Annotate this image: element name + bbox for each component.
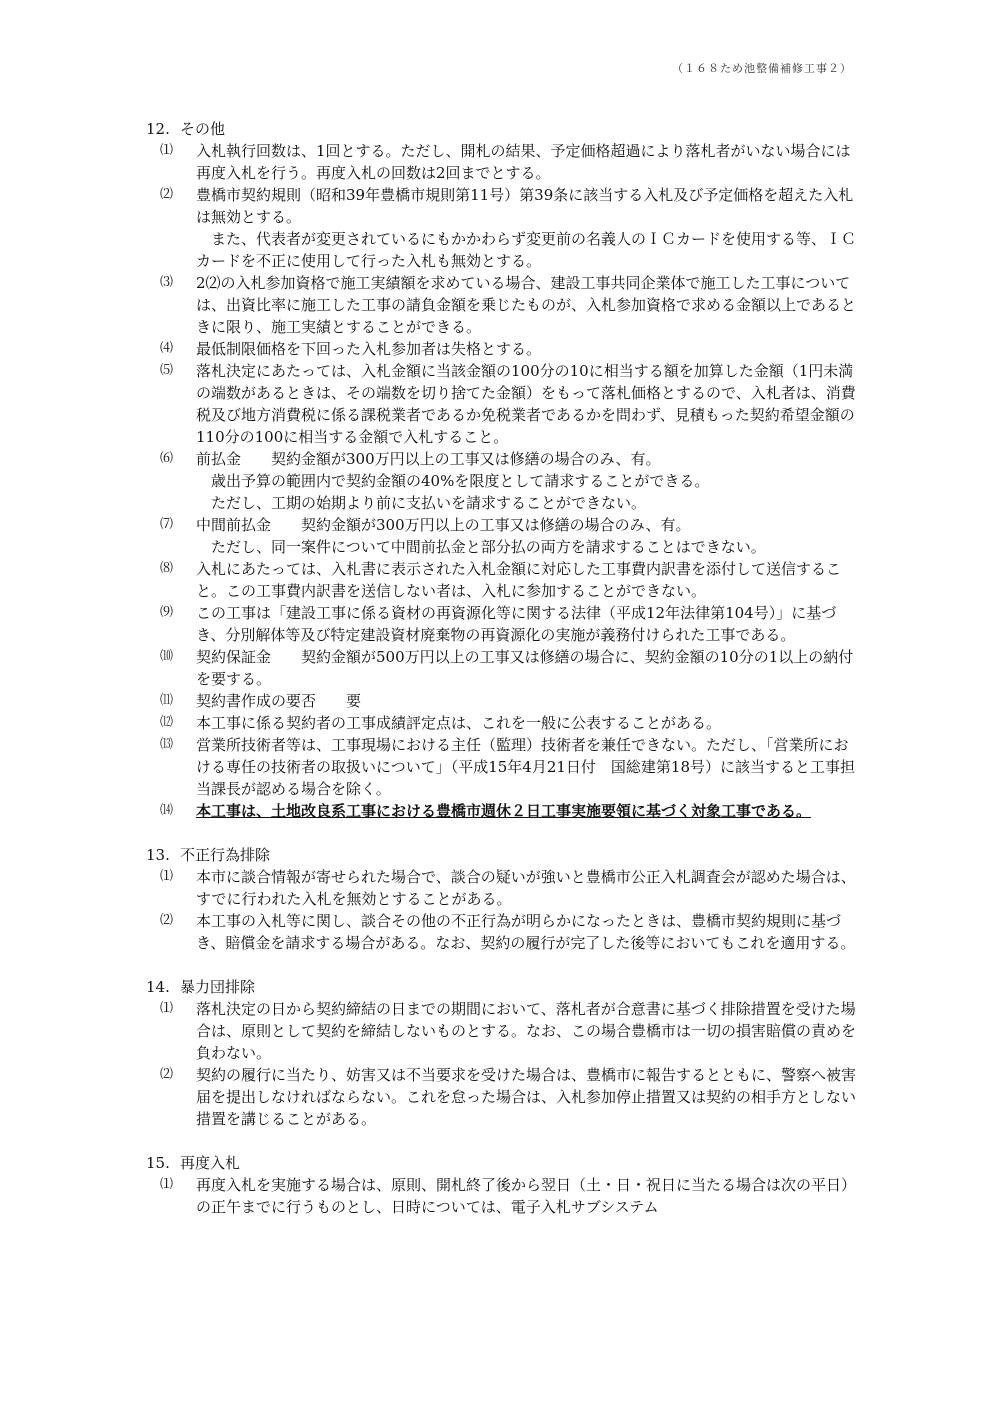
- item-text: 入札執行回数は、1回とする。ただし、開札の結果、予定価格超過により落札者がいない場合には再度入札を行う。再度入札の回数は2回までとする。: [196, 142, 851, 182]
- section: [146, 976, 862, 1130]
- section-title: 暴力団排除: [180, 978, 256, 996]
- section-number: 13.: [146, 846, 170, 864]
- section-heading: [146, 1152, 862, 1174]
- item-text: 豊橋市契約規則（昭和39年豊橋市規則第11号）第39条に該当する入札及び予定価格を超えた入札は無効とする。: [196, 186, 854, 226]
- list-item: [146, 1064, 862, 1130]
- item-marker: ⑾: [160, 693, 174, 708]
- list-item: [146, 734, 862, 800]
- section-spacer: [146, 954, 862, 976]
- item-marker: ⑵: [160, 1067, 174, 1082]
- section-heading: [146, 844, 862, 866]
- list-item: [146, 1174, 862, 1218]
- item-continuation: ただし、同一案件について中間前払金と部分払の両方を請求することはできない。: [211, 538, 766, 556]
- item-text: 2⑵の入札参加資格で施工実績額を求めている場合、建設工事共同企業体で施工した工事については、出資比率に施工した工事の請負金額を乗じたものが、入札参加資格で求める金額以上であるときに限り、施工実績とすることができる。: [196, 274, 857, 336]
- list-item: [146, 866, 862, 910]
- item-marker: ⑴: [160, 1001, 174, 1016]
- item-text: 前払金 契約金額が300万円以上の工事又は修繕の場合のみ、有。: [196, 450, 661, 468]
- item-text: 中間前払金 契約金額が300万円以上の工事又は修繕の場合のみ、有。: [196, 516, 691, 534]
- item-marker: ⑹: [160, 451, 174, 466]
- item-marker: ⑴: [160, 143, 174, 158]
- list-item: [146, 448, 862, 470]
- item-marker: ⑴: [160, 869, 174, 884]
- section-heading: [146, 118, 862, 140]
- section-spacer: [146, 1130, 862, 1152]
- item-text: 入札にあたっては、入札書に表示された入札金額に対応した工事費内訳書を添付して送信すること。この工事費内訳書を送信しない者は、入札に参加することができない。: [196, 560, 842, 600]
- list-item: [146, 998, 862, 1064]
- list-item: [146, 602, 862, 646]
- section-number: 15.: [146, 1154, 170, 1172]
- section: [146, 844, 862, 954]
- list-item: [146, 360, 862, 448]
- item-marker: ⑷: [160, 341, 174, 356]
- item-text: 落札決定にあたっては、入札金額に当該金額の100分の10に相当する額を加算した金額（1円未満の端数があるときは、その端数を切り捨てた金額）をもって落札価格とするので、入札者は、消費税及び地方消費税に係る課税業者であるか免税業者であるかを問わず、見積もった契約希望金額の110分の100に相当する金額で入札すること。: [196, 362, 856, 446]
- list-item: [146, 184, 862, 228]
- section-spacer: [146, 822, 862, 844]
- list-item: [146, 558, 862, 602]
- section: [146, 118, 862, 822]
- list-item: [146, 800, 862, 822]
- list-item: [146, 910, 862, 954]
- item-text: 契約の履行に当たり、妨害又は不当要求を受けた場合は、豊橋市に報告するとともに、警察へ被害届を提出しなければならない。これを怠った場合は、入札参加停止措置又は契約の相手方としない措置を講じることがある。: [196, 1066, 857, 1128]
- item-text: 再度入札を実施する場合は、原則、開札終了後から翌日（土・日・祝日に当たる場合は次の平日）の正午までに行うものとし、日時については、電子入札サブシステム: [196, 1176, 857, 1216]
- document-reference: （１６８ため池整備補修工事２）: [672, 62, 852, 75]
- item-continuation: 歳出予算の範囲内で契約金額の40%を限度として請求することができる。: [211, 472, 710, 490]
- list-item: [146, 272, 862, 338]
- section-title: その他: [180, 120, 226, 138]
- item-marker: ⑽: [160, 649, 174, 664]
- section: [146, 1152, 862, 1218]
- item-text: 契約書作成の要否 要: [196, 692, 362, 710]
- item-marker: ⑵: [160, 187, 174, 202]
- item-marker: ⑼: [160, 605, 174, 620]
- section-heading: [146, 976, 862, 998]
- item-marker: ⑵: [160, 913, 174, 928]
- section-title: 不正行為排除: [180, 846, 271, 864]
- item-text: この工事は「建設工事に係る資材の再資源化等に関する法律（平成12年法律第104号）」に基づき、分別解体等及び特定建設資材廃棄物の再資源化の実施が義務付けられた工事である。: [196, 604, 837, 644]
- item-text: 本工事は、土地改良系工事における豊橋市週休２日工事実施要領に基づく対象工事である。: [196, 802, 812, 820]
- list-item: [146, 646, 862, 690]
- item-text: 本市に談合情報が寄せられた場合で、談合の疑いが強いと豊橋市公正入札調査会が認めた場合は、すでに行われた入札を無効とすることがある。: [196, 868, 856, 908]
- list-item: [146, 338, 862, 360]
- item-text: 契約保証金 契約金額が500万円以上の工事又は修繕の場合に、契約金額の10分の1以上の納付を要する。: [196, 648, 854, 688]
- list-item: [146, 712, 862, 734]
- list-item: [146, 690, 862, 712]
- item-marker: ⑸: [160, 363, 174, 378]
- item-marker: ⑶: [160, 275, 174, 290]
- item-text: 本工事の入札等に関し、談合その他の不正行為が明らかになったときは、豊橋市契約規則に基づき、賠償金を請求する場合がある。なお、契約の履行が完了した後等においてもこれを適用する。: [196, 912, 856, 952]
- item-text: 本工事に係る契約者の工事成績評定点は、これを一般に公表することがある。: [196, 714, 722, 732]
- list-item: [146, 140, 862, 184]
- item-marker: ⑿: [160, 715, 174, 730]
- section-title: 再度入札: [180, 1154, 241, 1172]
- item-continuation: ただし、工期の始期より前に支払いを請求することができない。: [211, 494, 647, 512]
- section-number: 14.: [146, 978, 170, 996]
- item-marker: ⒀: [160, 737, 174, 752]
- list-item: [146, 514, 862, 536]
- item-marker: ⑻: [160, 561, 174, 576]
- item-text: 最低制限価格を下回った入札参加者は失格とする。: [196, 340, 542, 358]
- item-text: 落札決定の日から契約締結の日までの期間において、落札者が合意書に基づく排除措置を受けた場合は、原則として契約を締結しないものとする。なお、この場合豊橋市は一切の損害賠償の責めを負わない。: [196, 1000, 857, 1062]
- item-marker: ⑴: [160, 1177, 174, 1192]
- section-number: 12.: [146, 120, 170, 138]
- item-continuation: また、代表者が変更されているにもかかわらず変更前の名義人のＩＣカードを使用する等、ＩＣカードを不正に使用して行った入札も無効とする。: [196, 230, 857, 270]
- item-text: 営業所技術者等は、工事現場における主任（監理）技術者を兼任できない。ただし、「営業所における専任の技術者の取扱いについて」（平成15年4月21日付 国総建第18号）に該当すると工事担当課長が認める場合を除く。: [196, 736, 856, 798]
- document-body: [146, 118, 862, 1218]
- item-marker: ⒁: [160, 803, 174, 818]
- item-marker: ⑺: [160, 517, 174, 532]
